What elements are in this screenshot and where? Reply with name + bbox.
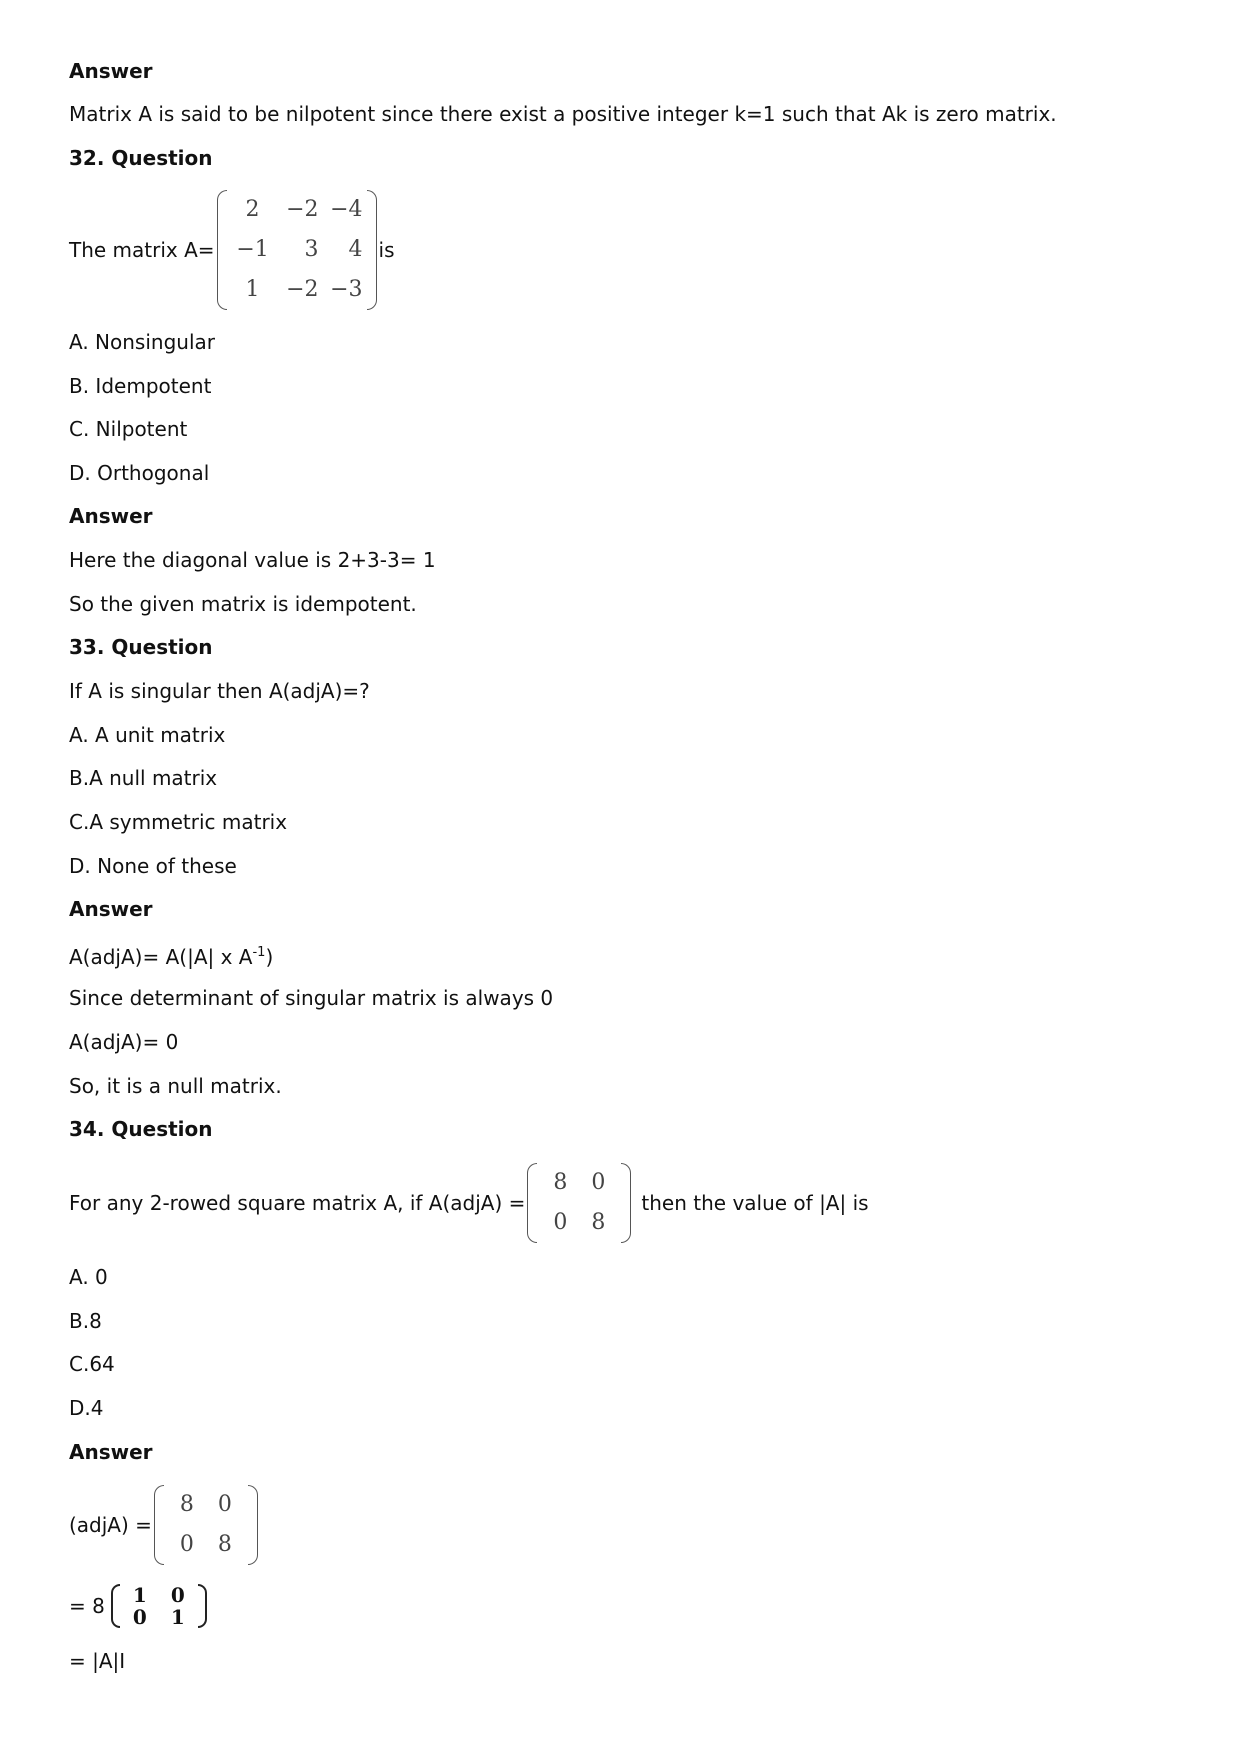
answer-heading: Answer — [69, 1440, 153, 1464]
option-c: C. Nilpotent — [69, 417, 188, 441]
matrix-cell: 2 — [245, 197, 260, 222]
option-d: D. None of these — [69, 854, 237, 878]
answer-line: So, it is a null matrix. — [69, 1074, 282, 1098]
question-text — [69, 188, 395, 312]
equation-main: A(adjA)= A(|A| x A — [69, 945, 253, 969]
answer-heading: Answer — [69, 59, 153, 83]
equation-close: ) — [265, 945, 274, 969]
matrix-cell: 0 — [553, 1210, 568, 1235]
equation-prefix: = 8 — [69, 1594, 105, 1618]
option-b: B. Idempotent — [69, 374, 212, 398]
equation-prefix: (adjA) = — [69, 1513, 152, 1537]
answer-line: Since determinant of singular matrix is always 0 — [69, 986, 554, 1010]
question-text — [69, 1161, 869, 1245]
answer-text: Matrix A is said to be nilpotent since there exist a positive integer k=1 such that Ak is zero matrix. — [69, 102, 1057, 126]
matrix-cell: 8 — [217, 1532, 232, 1557]
option-b: B.8 — [69, 1309, 102, 1333]
matrix-cell: 0 — [217, 1492, 232, 1517]
matrix-cell: −1 — [236, 237, 269, 262]
matrix-cell: 4 — [348, 237, 363, 262]
question-heading: 32. Question — [69, 146, 213, 170]
matrix-2x2 — [154, 1485, 258, 1565]
option-c: C.A symmetric matrix — [69, 810, 288, 834]
matrix-cell: 1 — [245, 277, 260, 302]
question-heading: 33. Question — [69, 635, 213, 659]
matrix-cell: 1 — [170, 1605, 185, 1629]
option-a: A. Nonsingular — [69, 330, 215, 354]
question-prefix: The matrix A= — [69, 238, 215, 262]
question-suffix: then the value of |A| is — [641, 1191, 869, 1215]
matrix-cell: 8 — [591, 1210, 606, 1235]
matrix-3x3 — [217, 190, 377, 310]
matrix-cell: 0 — [170, 1583, 185, 1607]
matrix-cell: 8 — [179, 1492, 194, 1517]
question-heading: 34. Question — [69, 1117, 213, 1141]
identity-matrix — [111, 1584, 207, 1628]
matrix-cell: 0 — [591, 1170, 606, 1195]
matrix-cell: 0 — [179, 1532, 194, 1557]
matrix-cell: −2 — [286, 197, 319, 222]
option-d: D. Orthogonal — [69, 461, 210, 485]
option-c: C.64 — [69, 1352, 115, 1376]
option-a: A. A unit matrix — [69, 723, 226, 747]
option-a: A. 0 — [69, 1265, 108, 1289]
matrix-cell: −4 — [330, 197, 363, 222]
question-prefix: For any 2-rowed square matrix A, if A(adjA) = — [69, 1191, 526, 1215]
option-b: B.A null matrix — [69, 766, 218, 790]
question-text: If A is singular then A(adjA)=? — [69, 679, 370, 703]
answer-heading: Answer — [69, 504, 153, 528]
equation-line — [69, 940, 273, 970]
matrix-cell: 3 — [304, 237, 319, 262]
equation-line — [69, 1483, 260, 1567]
matrix-2x2 — [527, 1163, 631, 1243]
matrix-cell: 8 — [553, 1170, 568, 1195]
answer-line: So the given matrix is idempotent. — [69, 592, 417, 616]
answer-heading: Answer — [69, 897, 153, 921]
matrix-cell: 0 — [132, 1605, 147, 1629]
equation-line: = |A|I — [69, 1649, 126, 1673]
option-d: D.4 — [69, 1396, 104, 1420]
question-suffix: is — [378, 238, 395, 262]
answer-line: Here the diagonal value is 2+3-3= 1 — [69, 548, 436, 572]
matrix-cell: 1 — [132, 1583, 147, 1607]
equation-line — [69, 1582, 207, 1630]
equation-superscript: -1 — [252, 945, 266, 960]
matrix-cell: −2 — [286, 277, 319, 302]
answer-line: A(adjA)= 0 — [69, 1030, 179, 1054]
matrix-cell: −3 — [330, 277, 363, 302]
